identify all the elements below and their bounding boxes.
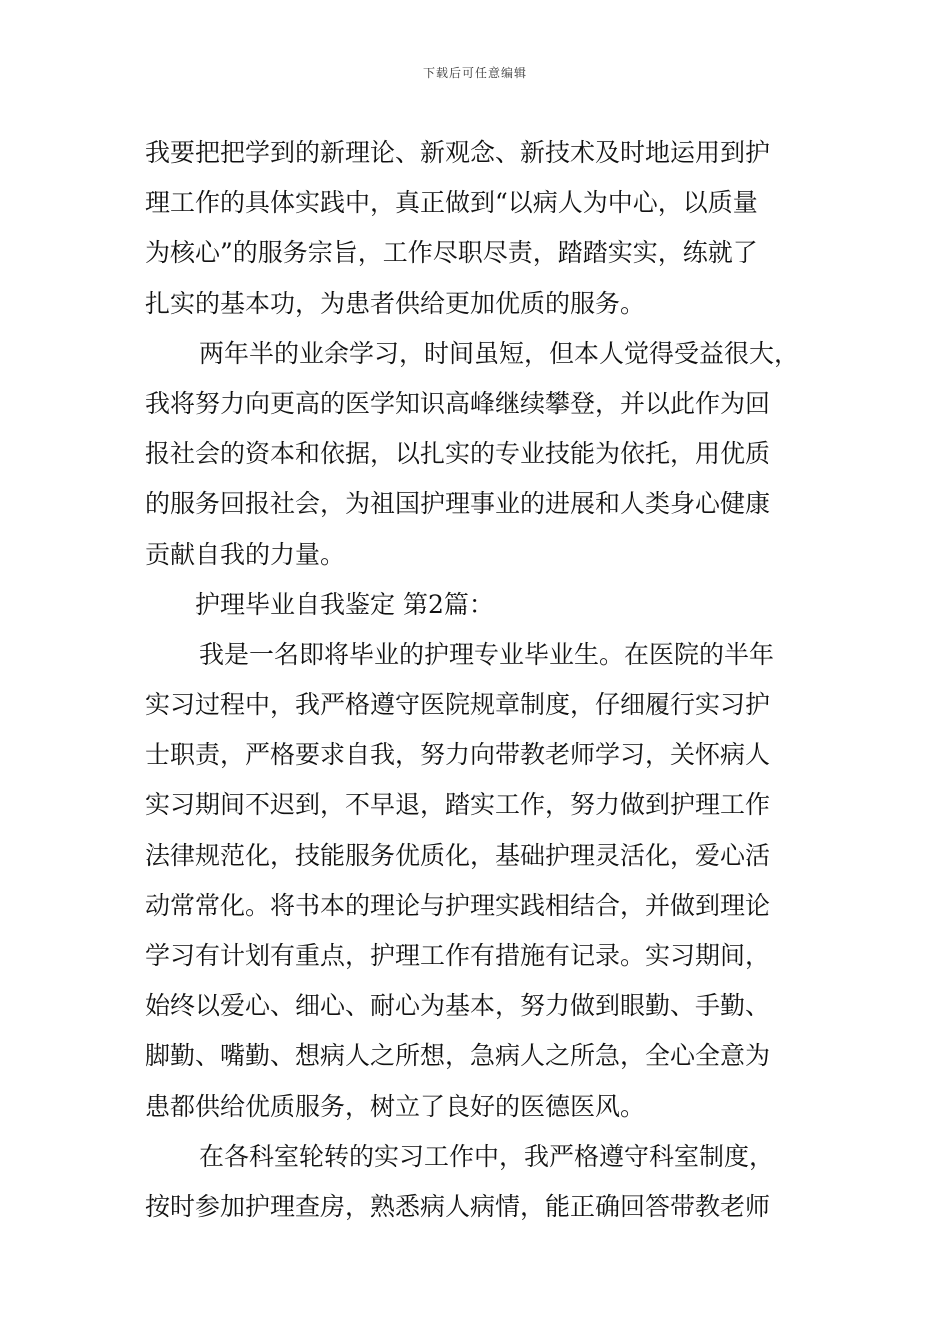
section-heading: 护理毕业自我鉴定 第2篇： [195, 589, 494, 619]
text-line-20: 患都供给优质服务，树立了良好的医德医风。 [145, 1091, 646, 1121]
page-header: 下载后可任意编辑 [422, 66, 527, 80]
text-line-8: 的服务回报社会，为祖国护理事业的进展和人类身心健康 [145, 489, 771, 519]
text-line-11: 我是一名即将毕业的护理专业毕业生。在医院的半年 [199, 639, 775, 669]
text-line-2: 理工作的具体实践中，真正做到“以病人为中心，以质量 [145, 188, 758, 218]
text-line-6: 我将努力向更高的医学知识高峰继续攀登，并以此作为回 [145, 388, 771, 418]
text-line-16: 动常常化。将书本的理论与护理实践相结合，并做到理论 [145, 890, 771, 920]
text-line-9: 贡献自我的力量。 [145, 539, 346, 569]
text-line-12: 实习过程中，我严格遵守医院规章制度，仔细履行实习护 [145, 690, 771, 720]
text-line-1: 我要把把学到的新理论、新观念、新技术及时地运用到护 [145, 138, 771, 167]
body-text [145, 128, 815, 1232]
text-line-22: 按时参加护理查房，熟悉病人病情，能正确回答带教老师 [145, 1191, 771, 1221]
text-line-14: 实习期间不迟到，不早退，踏实工作，努力做到护理工作 [145, 790, 771, 820]
text-line-5: 两年半的业余学习，时间虽短，但本人觉得受益很大， [199, 338, 800, 368]
text-line-4: 扎实的基本功，为患者供给更加优质的服务。 [145, 288, 646, 318]
text-line-13: 士职责，严格要求自我，努力向带教老师学习，关怀病人 [145, 740, 771, 770]
text-line-7: 报社会的资本和依据，以扎实的专业技能为依托，用优质 [145, 439, 771, 469]
text-line-3: 为核心”的服务宗旨，工作尽职尽责，踏踏实实，练就了 [145, 238, 758, 268]
text-line-18: 始终以爱心、细心、耐心为基本，努力做到眼勤、手勤、 [145, 991, 771, 1021]
text-line-19: 脚勤、嘴勤、想病人之所想，急病人之所急，全心全意为 [145, 1041, 771, 1071]
text-line-15: 法律规范化，技能服务优质化，基础护理灵活化，爱心活 [145, 840, 771, 870]
text-line-21: 在各科室轮转的实习工作中，我严格遵守科室制度， [199, 1141, 775, 1171]
text-line-17: 学习有计划有重点，护理工作有措施有记录。实习期间， [145, 941, 771, 970]
